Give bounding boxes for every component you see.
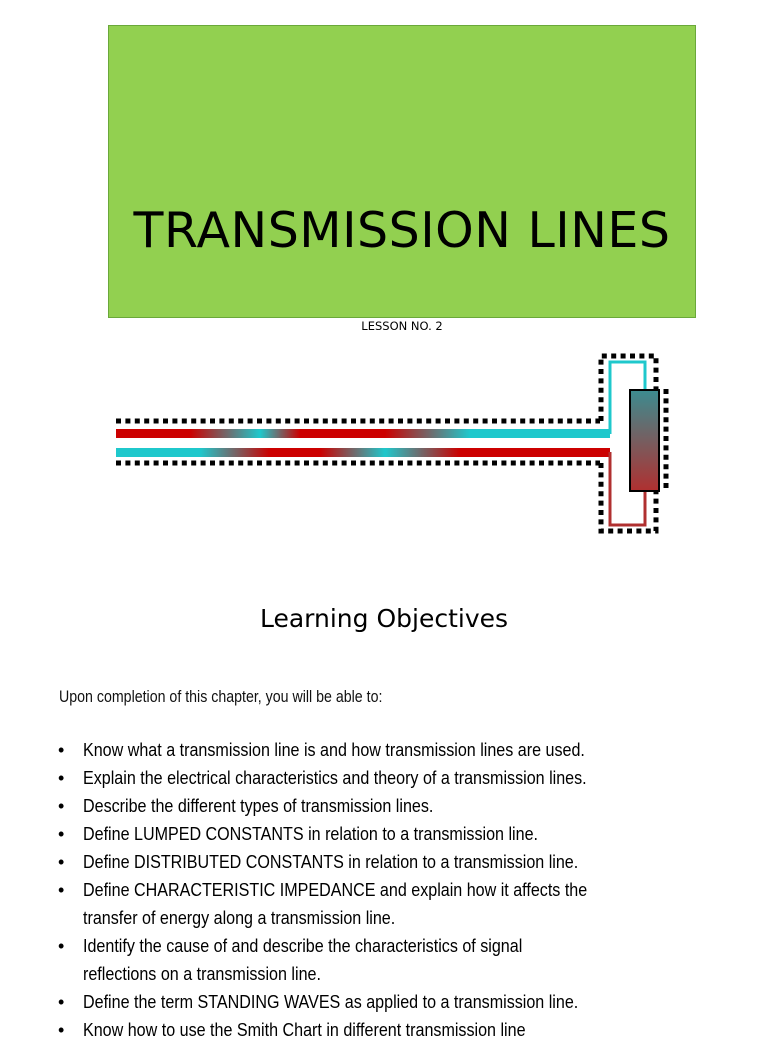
slide-title: TRANSMISSION LINES	[133, 202, 671, 259]
objectives-list	[58, 736, 738, 1044]
transmission-line-with-load-icon	[110, 345, 670, 540]
objective-text: Define LUMPED CONSTANTS in relation to a transmission line.	[83, 823, 538, 844]
objective-item	[58, 792, 738, 820]
bullet-icon: •	[58, 1020, 65, 1040]
objective-item	[58, 932, 738, 988]
objective-text: Define DISTRIBUTED CONSTANTS in relation to a transmission line.	[83, 851, 579, 872]
bullet-icon: •	[58, 992, 65, 1012]
bullet-icon: •	[58, 740, 65, 760]
objective-item	[58, 1016, 738, 1044]
objective-text: reflections on a transmission line.	[83, 963, 321, 984]
objective-text: Define CHARACTERISTIC IMPEDANCE and explain how it affects the	[83, 879, 588, 900]
intro-text: Upon completion of this chapter, you will be able to:	[59, 688, 383, 706]
learning-objectives-heading: Learning Objectives	[259, 604, 509, 633]
bullet-icon: •	[58, 796, 65, 816]
bullet-icon: •	[58, 852, 65, 872]
objective-text: Describe the different types of transmission lines.	[83, 795, 434, 816]
lesson-number: LESSON NO. 2	[361, 319, 443, 333]
objective-text: Define the term STANDING WAVES as applied to a transmission line.	[83, 991, 579, 1012]
objective-item	[58, 820, 738, 848]
objective-text: Know what a transmission line is and how transmission lines are used.	[83, 739, 585, 760]
objective-item	[58, 848, 738, 876]
objective-item	[58, 876, 738, 932]
title-slide	[108, 25, 696, 333]
bullet-icon: •	[58, 768, 65, 788]
objective-item	[58, 736, 738, 764]
objective-text: transfer of energy along a transmission line.	[83, 907, 396, 928]
objective-text: Explain the electrical characteristics and theory of a transmission lines.	[83, 767, 587, 788]
bullet-icon: •	[58, 824, 65, 844]
bullet-icon: •	[58, 936, 65, 956]
objective-item	[58, 988, 738, 1016]
objective-item	[58, 764, 738, 792]
objective-text: Identify the cause of and describe the characteristics of signal	[83, 935, 523, 956]
objective-text: Know how to use the Smith Chart in different transmission line	[83, 1019, 526, 1040]
bullet-icon: •	[58, 880, 65, 900]
